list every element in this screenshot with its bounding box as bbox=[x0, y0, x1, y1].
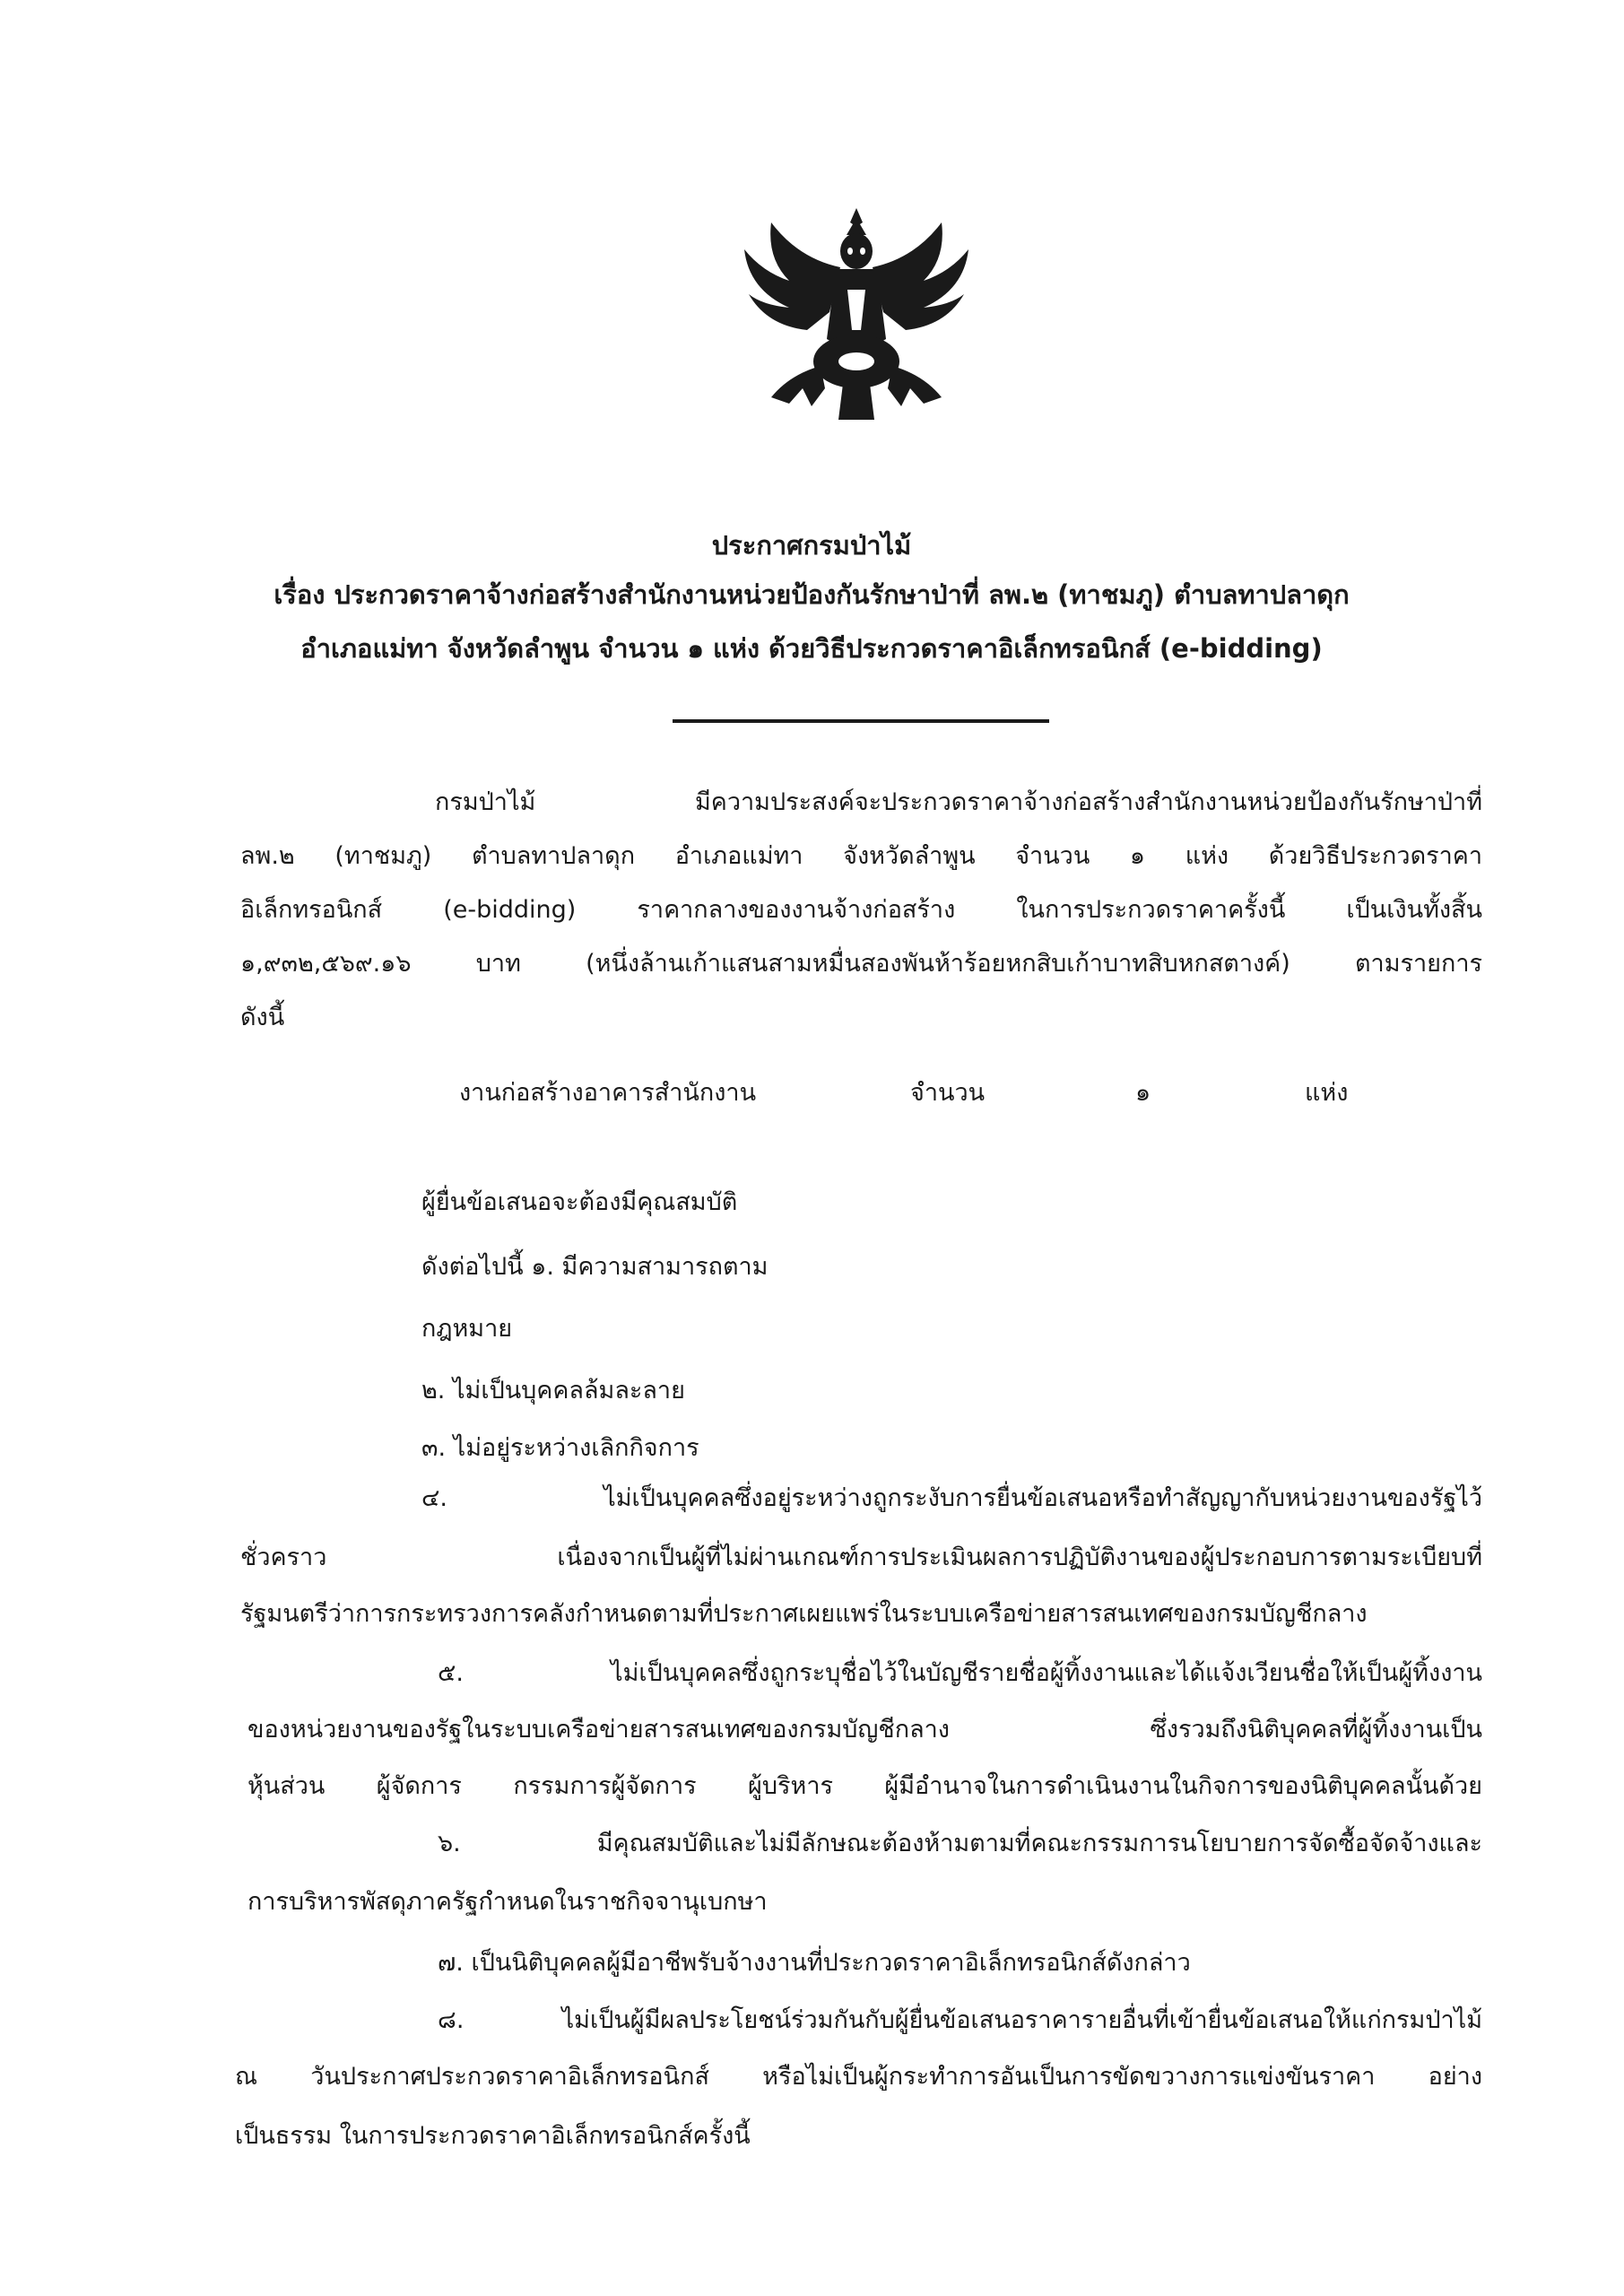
qualification-6-line-2: การบริหารพัสดุภาครัฐกำหนดในราชกิจจานุเบกษา bbox=[248, 1888, 768, 1916]
qualification-4-line-2: ชั่วคราว เนื่องจากเป็นผู้ที่ไม่ผ่านเกณฑ์การประเมินผลการปฏิบัติงานของผู้ประกอบการตามระเบียบที่ bbox=[240, 1544, 1482, 1571]
document-title: ประกาศกรมป่าไม้ bbox=[711, 530, 912, 561]
intro-line-2: ลพ.๒ (ทาชมภู) ตำบลทาปลาดุก อำเภอแม่ทา จังหวัดลำพูน จำนวน ๑ แห่ง ด้วยวิธีประกวดราคา bbox=[240, 842, 1482, 870]
qualification-7: ๗. เป็นนิติบุคคลผู้มีอาชีพรับจ้างงานที่ประกวดราคาอิเล็กทรอนิกส์ดังกล่าว bbox=[438, 1949, 1191, 1977]
intro-line-3: อิเล็กทรอนิกส์ (e-bidding) ราคากลางของงานจ้างก่อสร้าง ในการประกวดราคาครั้งนี้ เป็นเงินทั้งสิ้น bbox=[240, 896, 1482, 924]
qualification-5-line-1: ๕. ไม่เป็นบุคคลซึ่งถูกระบุชื่อไว้ในบัญชีรายชื่อผู้ทิ้งงานและได้แจ้งเวียนชื่อให้เป็นผู้ทิ้งงาน bbox=[438, 1659, 1482, 1687]
qualification-3: ๓. ไม่อยู่ระหว่างเลิกกิจการ bbox=[421, 1434, 699, 1462]
qualification-8-line-3: เป็นธรรม ในการประกวดราคาอิเล็กทรอนิกส์ครั้งนี้ bbox=[235, 2122, 751, 2150]
garuda-emblem-icon bbox=[735, 204, 977, 429]
qualification-2: ๒. ไม่เป็นบุคคลล้มละลาย bbox=[421, 1377, 685, 1405]
item-unit: แห่ง bbox=[1305, 1079, 1349, 1107]
subject-line-2: อำเภอแม่ทา จังหวัดลำพูน จำนวน ๑ แห่ง ด้วยวิธีประกวดราคาอิเล็กทรอนิกส์ (e-bidding) bbox=[300, 633, 1323, 664]
qualification-intro-2: ดังต่อไปนี้ ๑. มีความสามารถตาม bbox=[421, 1253, 769, 1281]
qualification-4-line-1: ๔. ไม่เป็นบุคคลซึ่งอยู่ระหว่างถูกระงับการยื่นข้อเสนอหรือทำสัญญากับหน่วยงานของรัฐไว้ bbox=[421, 1484, 1482, 1512]
qualification-6-line-1: ๖. มีคุณสมบัติและไม่มีลักษณะต้องห้ามตามที่คณะกรรมการนโยบายการจัดซื้อจัดจ้างและ bbox=[438, 1830, 1482, 1857]
item-name: งานก่อสร้างอาคารสำนักงาน bbox=[459, 1079, 757, 1107]
qualification-8-line-1: ๘. ไม่เป็นผู้มีผลประโยชน์ร่วมกันกับผู้ยื่นข้อเสนอราคารายอื่นที่เข้ายื่นข้อเสนอให้แก่กรมป่าไม้ bbox=[438, 2006, 1482, 2034]
intro-line-1: กรมป่าไม้ มีความประสงค์จะประกวดราคาจ้างก่อสร้างสำนักงานหน่วยป้องกันรักษาป่าที่ bbox=[435, 788, 1482, 816]
subject-line-1: เรื่อง ประกวดราคาจ้างก่อสร้างสำนักงานหน่วยป้องกันรักษาป่าที่ ลพ.๒ (ทาชมภู) ตำบลทาปลาดุก bbox=[274, 579, 1350, 610]
intro-line-5: ดังนี้ bbox=[240, 1004, 285, 1031]
qualification-5-line-2: ของหน่วยงานของรัฐในระบบเครือข่ายสารสนเทศของกรมบัญชีกลาง ซึ่งรวมถึงนิติบุคคลที่ผู้ทิ้งงานเป็น bbox=[248, 1716, 1482, 1744]
item-qty: ๑ bbox=[1135, 1079, 1151, 1107]
qualification-intro-1: ผู้ยื่นข้อเสนอจะต้องมีคุณสมบัติ bbox=[421, 1188, 738, 1216]
qualification-8-line-2: ณ วันประกาศประกวดราคาอิเล็กทรอนิกส์ หรือไม่เป็นผู้กระทำการอันเป็นการขัดขวางการแข่งขันราคา อย่าง bbox=[235, 2063, 1482, 2091]
qualification-4-line-3: รัฐมนตรีว่าการกระทรวงการคลังกำหนดตามที่ประกาศเผยแพร่ในระบบเครือข่ายสารสนเทศของกรมบัญชีกลาง bbox=[240, 1600, 1368, 1628]
intro-line-4: ๑,๙๓๒,๕๖๙.๑๖ บาท (หนึ่งล้านเก้าแสนสามหมื่นสองพันห้าร้อยหกสิบเก้าบาทสิบหกสตางค์) ตามรายการ bbox=[240, 950, 1482, 978]
qualification-intro-3: กฎหมาย bbox=[421, 1315, 513, 1343]
item-qty-label: จำนวน bbox=[910, 1079, 986, 1107]
qualification-5-line-3: หุ้นส่วน ผู้จัดการ กรรมการผู้จัดการ ผู้บริหาร ผู้มีอำนาจในการดำเนินงานในกิจการของนิติบุคคลนั้นด้วย bbox=[248, 1772, 1482, 1800]
title-divider bbox=[673, 719, 1049, 723]
